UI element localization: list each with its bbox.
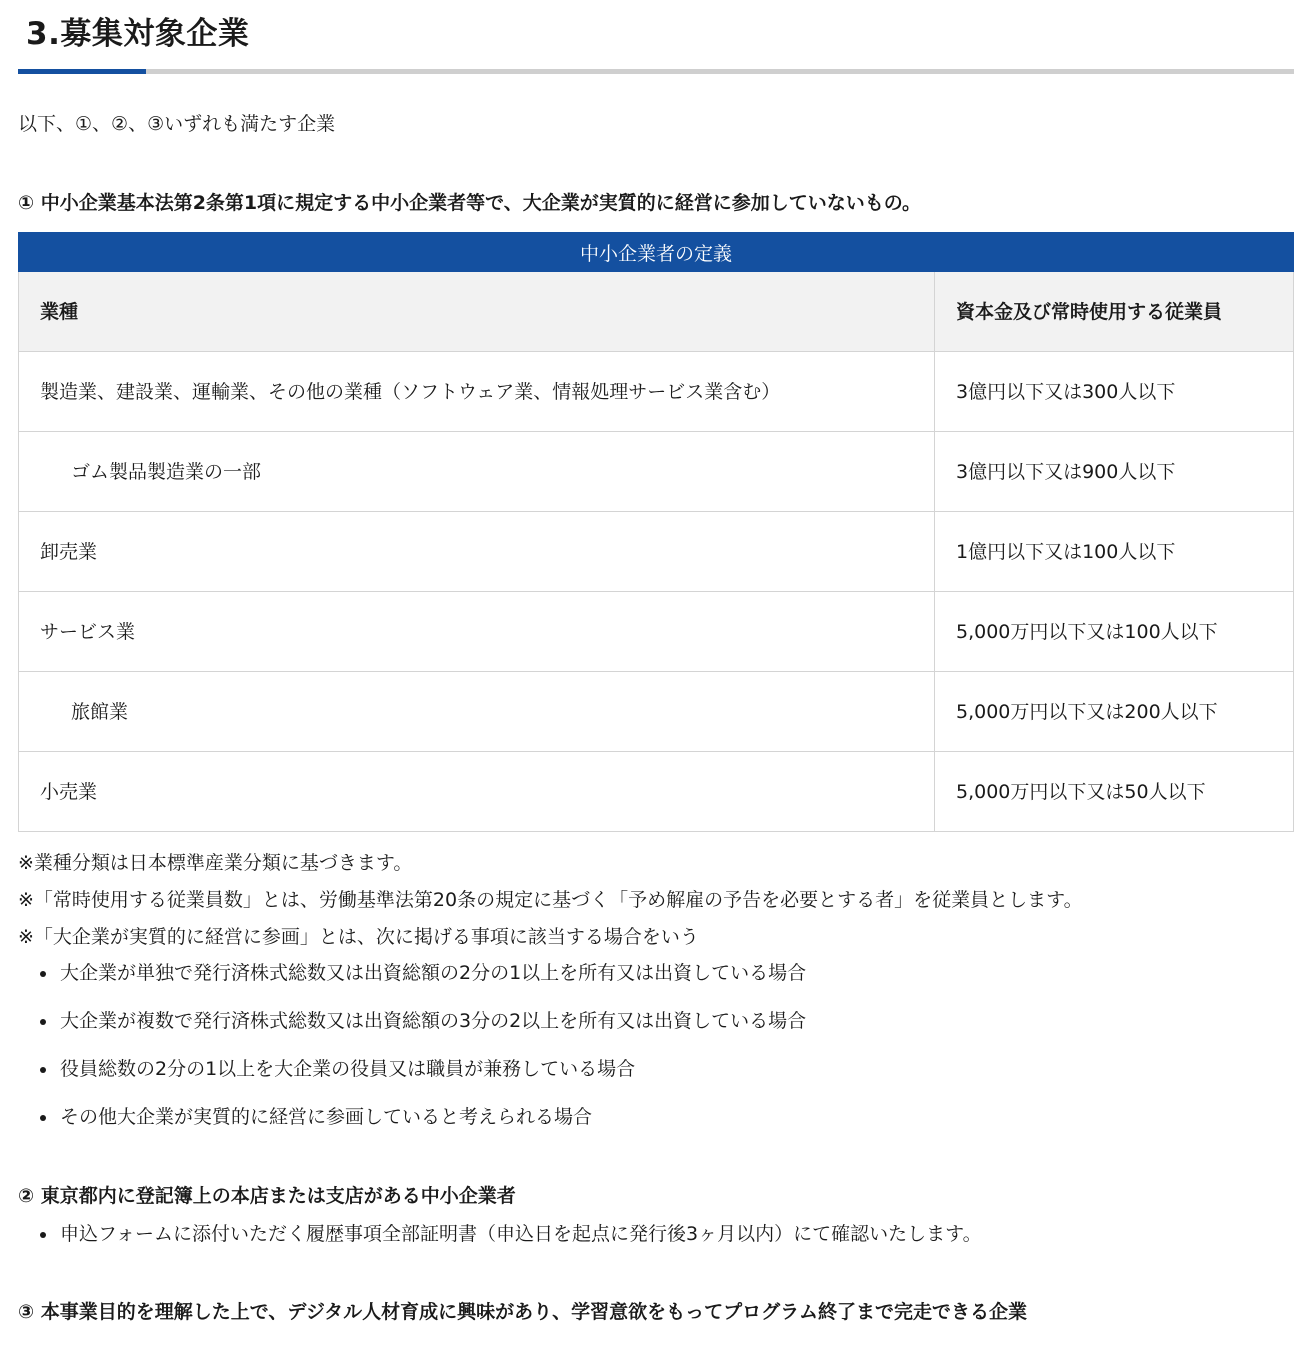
list-item-text: 大企業が単独で発行済株式総数又は出資総額の2分の1以上を所有又は出資している場合 (60, 962, 807, 984)
bullet-dot-icon (40, 1115, 46, 1121)
intro-text: 以下、①、②、③いずれも満たす企業 (18, 113, 336, 135)
large-company-conditions-list (0, 959, 806, 1151)
list-item-text: 役員総数の2分の1以上を大企業の役員又は職員が兼務している場合 (60, 1058, 636, 1080)
criteria-cell: 5,000万円以下又は100人以下 (935, 592, 1294, 672)
sme-definition-table (18, 232, 1294, 832)
list-item-text: 大企業が複数で発行済株式総数又は出資総額の3分の2以上を所有又は出資している場合 (60, 1010, 807, 1032)
industry-cell: 卸売業 (19, 512, 935, 592)
criterion-1-heading: ① 中小企業基本法第2条第1項に規定する中小企業者等で、大企業が実質的に経営に参加していないもの。 (18, 192, 922, 214)
bullet-dot-icon (40, 1232, 46, 1238)
section-title: 3.募集対象企業 (26, 16, 250, 52)
table-row (19, 752, 1294, 832)
table-notes (18, 845, 1083, 956)
industry-cell: サービス業 (19, 592, 935, 672)
criterion-2-heading: ② 東京都内に登記簿上の本店または支店がある中小企業者 (18, 1185, 516, 1207)
criteria-cell: 3億円以下又は300人以下 (935, 352, 1294, 432)
criteria-cell: 5,000万円以下又は200人以下 (935, 672, 1294, 752)
industry-cell: 小売業 (19, 752, 935, 832)
criteria-cell: 5,000万円以下又は50人以下 (935, 752, 1294, 832)
note-large-company-participation: ※「大企業が実質的に経営に参画」とは、次に掲げる事項に該当する場合をいう (18, 926, 699, 948)
bullet-dot-icon (40, 971, 46, 977)
table-row (19, 432, 1294, 512)
table-row (19, 352, 1294, 432)
industry-cell: 旅館業 (19, 672, 935, 752)
table-caption: 中小企業者の定義 (19, 233, 1294, 272)
note-employee-definition: ※「常時使用する従業員数」とは、労働基準法第20条の規定に基づく「予め解雇の予告を必要とする者」を従業員とします。 (18, 889, 1083, 911)
criterion-3-heading: ③ 本事業目的を理解した上で、デジタル人材育成に興味があり、学習意欲をもってプログラム終了まで完走できる企業 (18, 1301, 1027, 1323)
criterion-2-list (0, 1220, 982, 1248)
table-caption-row (19, 233, 1294, 272)
title-underline-accent (18, 69, 146, 74)
title-underline (18, 69, 1294, 74)
table-row (19, 512, 1294, 592)
list-item (0, 1103, 806, 1151)
header-criteria: 資本金及び常時使用する従業員 (935, 272, 1294, 352)
industry-cell: 製造業、建設業、運輸業、その他の業種（ソフトウェア業、情報処理サービス業含む） (19, 352, 935, 432)
list-item (0, 1007, 806, 1055)
criteria-cell: 1億円以下又は100人以下 (935, 512, 1294, 592)
table-header-row (19, 272, 1294, 352)
list-item (0, 959, 806, 1007)
table-row (19, 672, 1294, 752)
list-item-text: 申込フォームに添付いただく履歴事項全部証明書（申込日を起点に発行後3ヶ月以内）にて確認いたします。 (60, 1223, 982, 1245)
criteria-cell: 3億円以下又は900人以下 (935, 432, 1294, 512)
note-industry-classification: ※業種分類は日本標準産業分類に基づきます。 (18, 852, 413, 874)
bullet-dot-icon (40, 1067, 46, 1073)
table-row (19, 592, 1294, 672)
industry-cell: ゴム製品製造業の一部 (19, 432, 935, 512)
list-item-text: その他大企業が実質的に経営に参画していると考えられる場合 (60, 1106, 593, 1128)
header-industry: 業種 (19, 272, 935, 352)
bullet-dot-icon (40, 1019, 46, 1025)
list-item (0, 1220, 982, 1248)
list-item (0, 1055, 806, 1103)
